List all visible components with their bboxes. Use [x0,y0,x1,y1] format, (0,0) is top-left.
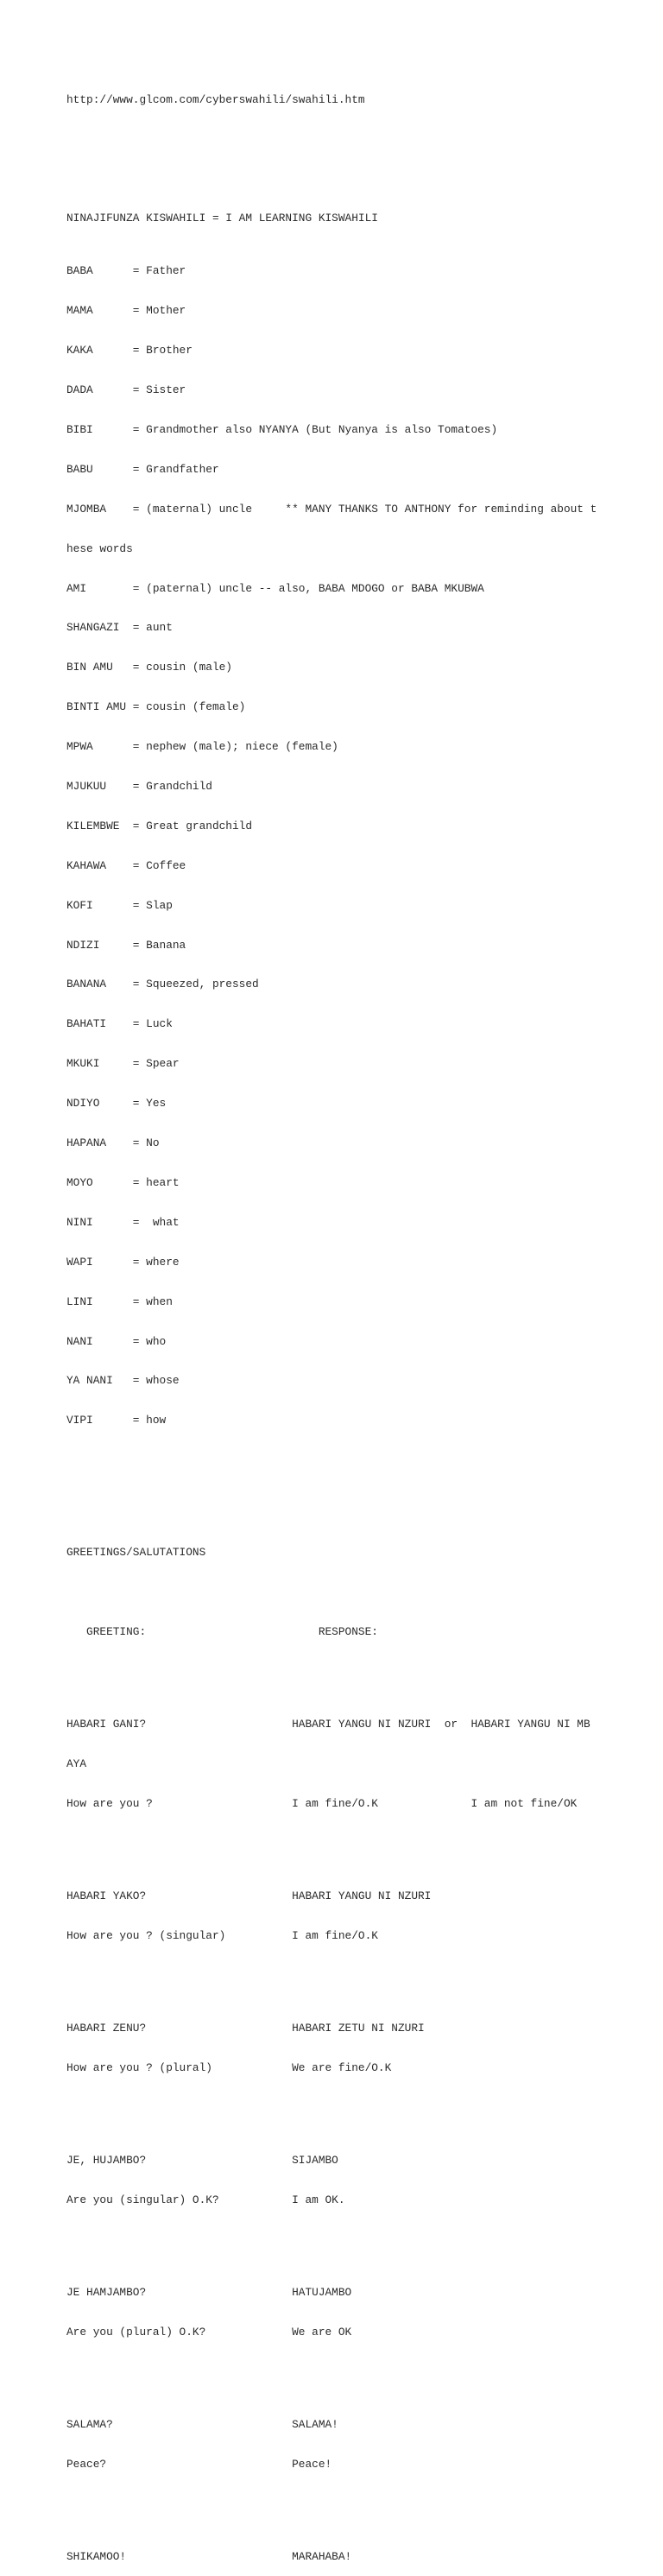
vocab-line: VIPI = how [66,1414,167,1427]
greeting-line: JE, HUJAMBO? SIJAMBO [66,2153,338,2167]
greeting-line: HABARI ZENU? HABARI ZETU NI NZURI [66,2021,425,2035]
spacer [66,1665,654,1678]
heading: NINAJIFUNZA KISWAHILI = I AM LEARNING KISWAHILI [66,212,378,225]
greeting-line: JE HAMJAMBO? HATUJAMBO [66,2285,352,2299]
vocab-line: MOYO = heart [66,1175,180,1189]
vocab-line: MPWA = nephew (male); niece (female) [66,740,338,754]
vocab-line: NDIYO = Yes [66,1097,167,1111]
spacer [66,2497,654,2510]
greeting-line: HABARI GANI? HABARI YANGU NI NZURI or HABARI YANGU NI MB [66,1718,590,1731]
columns-header: GREETING: RESPONSE: [66,1625,378,1639]
spacer [66,2233,654,2246]
vocab-line: HAPANA = No [66,1136,160,1150]
spacer [66,1585,654,1598]
spacer [66,2101,654,2114]
vocab-line: MJOMBA = (maternal) uncle ** MANY THANKS TO ANTHONY for reminding about t [66,502,597,516]
spacer [66,1506,654,1519]
document-body [66,66,654,2576]
vocab-line: BIN AMU = cousin (male) [66,661,232,674]
greeting-line: AYA [66,1757,87,1770]
greeting-line: SHIKAMOO! MARAHABA! [66,2549,352,2563]
vocab-line: BAHATI = Luck [66,1017,173,1031]
vocab-line: KAHAWA = Coffee [66,858,186,872]
greeting-line: Peace? Peace! [66,2457,332,2471]
vocab-line: BINTI AMU = cousin (female) [66,700,246,714]
greeting-line: HABARI YAKO? HABARI YANGU NI NZURI [66,1889,432,1902]
spacer [66,132,654,145]
greetings-title: GREETINGS/SALUTATIONS [66,1546,206,1560]
vocab-line: BABU = Grandfather [66,462,219,476]
greeting-line: Are you (plural) O.K? We are OK [66,2325,352,2339]
vocab-line: NANI = who [66,1334,167,1348]
spacer [66,1969,654,1982]
vocab-line: LINI = when [66,1294,173,1308]
vocab-line: WAPI = where [66,1255,180,1269]
vocab-line: NINI = what [66,1215,180,1229]
spacer [66,1466,654,1479]
spacer [66,2365,654,2378]
vocab-line: YA NANI = whose [66,1374,180,1388]
vocab-line: KOFI = Slap [66,898,173,912]
vocab-line: AMI = (paternal) uncle -- also, BABA MDOGO or BABA MKUBWA [66,581,484,595]
vocab-line: SHANGAZI = aunt [66,621,173,635]
greeting-line: How are you ? I am fine/O.K I am not fine/OK [66,1796,578,1810]
greeting-line: SALAMA? SALAMA! [66,2417,338,2431]
vocab-line: BABA = Father [66,264,186,278]
vocab-line: BIBI = Grandmother also NYANYA (But Nyanya is also Tomatoes) [66,423,498,437]
vocab-line: MKUKI = Spear [66,1057,180,1071]
vocab-line: KAKA = Brother [66,344,193,358]
vocab-line: DADA = Sister [66,383,186,397]
spacer [66,1837,654,1850]
vocab-line: hese words [66,541,133,555]
source-url: http://www.glcom.com/cyberswahili/swahili.htm [66,92,365,106]
greeting-line: Are you (singular) O.K? I am OK. [66,2193,345,2206]
vocab-line: KILEMBWE = Great grandchild [66,819,253,832]
vocab-line: NDIZI = Banana [66,938,186,952]
greeting-line: How are you ? (singular) I am fine/O.K [66,1928,378,1942]
vocab-line: MJUKUU = Grandchild [66,780,212,794]
vocab-line: MAMA = Mother [66,304,186,318]
vocab-line: BANANA = Squeezed, pressed [66,978,259,991]
spacer [66,172,654,185]
greeting-line: How are you ? (plural) We are fine/O.K [66,2060,392,2074]
